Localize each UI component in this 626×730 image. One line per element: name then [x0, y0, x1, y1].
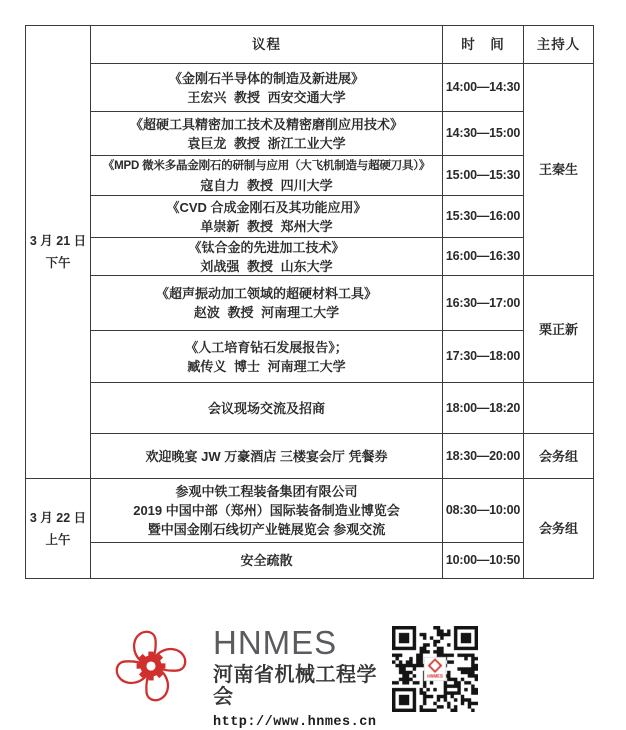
host-cell-wang-qinsheng: 王秦生 [524, 64, 594, 276]
schedule-table [25, 25, 594, 579]
activity-title: 会议现场交流及招商 [207, 400, 325, 416]
agenda-cell [91, 196, 443, 238]
talk-title: 《人工培育钻石发展报告》； [185, 339, 348, 355]
time-cell: 16:30—17:00 [443, 276, 524, 331]
header-host: 主持人 [524, 26, 594, 64]
talk-speaker: 臧传义 博士 河南理工大学 [187, 358, 346, 374]
talk-speaker: 赵波 教授 河南理工大学 [193, 305, 340, 320]
brand-block [213, 626, 393, 730]
qr-code [392, 626, 478, 712]
time-cell: 15:00—15:30 [443, 156, 524, 196]
host-cell-mar22: 会务组 [524, 479, 594, 579]
host-cell-banquet: 会务组 [524, 434, 594, 479]
talk-title: 《钛合金的先进加工技术》 [188, 239, 345, 255]
org-name: 河南省机械工程学会 [213, 664, 377, 708]
activity-line: 参观中铁工程装备集团有限公司 [175, 484, 358, 499]
time-cell: 18:00—18:20 [443, 383, 524, 434]
agenda-cell [91, 276, 443, 331]
agenda-cell [91, 238, 443, 276]
agenda-cell [91, 383, 443, 434]
talk-title: 《金刚石半导体的制造及新进展》 [168, 70, 364, 86]
host-cell-li-zhengxin: 栗正新 [524, 276, 594, 383]
time-cell: 17:30—18:00 [443, 331, 524, 383]
activity-title: 安全疏散 [240, 553, 293, 568]
time-cell: 14:30—15:00 [443, 112, 524, 156]
gear-icon [137, 652, 166, 681]
agenda-cell [91, 479, 443, 543]
talk-title: 《超硬工具精密加工技术及精密磨削应用技术》 [129, 116, 403, 132]
time-cell: 08:30—10:00 [443, 479, 524, 543]
agenda-cell [91, 156, 443, 196]
talk-speaker: 刘战强 教授 山东大学 [200, 258, 333, 274]
date-line: 上午 [45, 532, 71, 547]
date-cell-mar21 [26, 26, 91, 479]
time-cell: 14:00—14:30 [443, 64, 524, 112]
time-cell: 15:30—16:00 [443, 196, 524, 238]
host-cell-empty [524, 383, 594, 434]
talk-title: 《CVD 合成金刚石及其功能应用》 [166, 199, 367, 215]
activity-title: 欢迎晚宴 JW 万豪酒店 三楼宴会厅 凭餐券 [145, 448, 388, 464]
agenda-cell [91, 543, 443, 579]
talk-speaker: 寇自力 教授 四川大学 [200, 177, 333, 193]
date-line: 下午 [45, 256, 71, 270]
talk-speaker: 王宏兴 教授 西安交通大学 [187, 89, 346, 105]
hnmes-flower-gear-logo [113, 627, 189, 705]
activity-line: 2019 中国中部（郑州）国际装备制造业博览会 [133, 503, 400, 518]
talk-speaker: 袁巨龙 教授 浙江工业大学 [187, 135, 346, 151]
talk-title: 《MPD 微米多晶金刚石的研制与应用（大飞机制造与超硬刀具）》 [102, 159, 431, 172]
activity-line: 暨中国金刚石线切产业链展览会 参观交流 [147, 522, 386, 537]
time-cell: 18:30—20:00 [443, 434, 524, 479]
date-line: 3 月 21 日 [29, 234, 87, 248]
date-cell-mar22 [26, 479, 91, 579]
agenda-cell [91, 434, 443, 479]
header-agenda: 议程 [91, 26, 443, 64]
agenda-cell [91, 112, 443, 156]
agenda-cell [91, 64, 443, 112]
talk-title: 《超声振动加工领域的超硬材料工具》 [155, 286, 377, 301]
agenda-cell [91, 331, 443, 383]
header-time: 时 间 [443, 26, 524, 64]
org-url: http://www.hnmes.cn [213, 715, 377, 730]
time-cell: 10:00—10:50 [443, 543, 524, 579]
date-line: 3 月 22 日 [29, 510, 87, 525]
talk-speaker: 单崇新 教授 郑州大学 [200, 218, 333, 234]
brand-acronym: HNMES [213, 624, 338, 661]
time-cell: 16:00—16:30 [443, 238, 524, 276]
